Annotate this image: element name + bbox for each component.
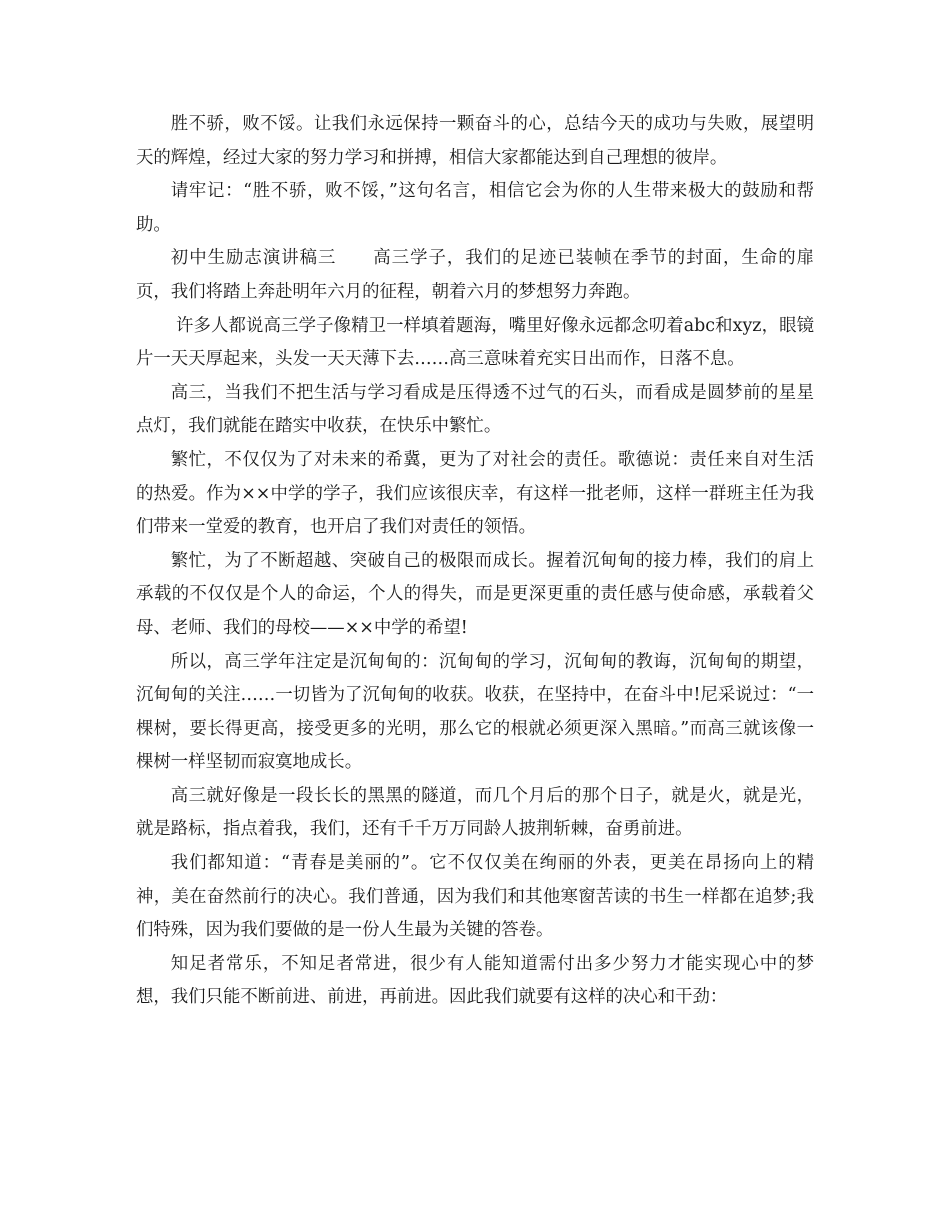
paragraph: 所以，高三学年注定是沉甸甸的：沉甸甸的学习，沉甸甸的教诲，沉甸甸的期望，沉甸甸的关注……一切皆为了沉甸甸的收获。收获，在坚持中，在奋斗中!尼采说过：“一棵树，要长得更高，接受更多的光明，那么它的根就必须更深入黑暗。”而高三就该像一棵树一样坚韧而寂寞地成长。 bbox=[136, 651, 814, 773]
paragraph: 胜不骄，败不馁。让我们永远保持一颗奋斗的心，总结今天的成功与失败，展望明天的辉煌，经过大家的努力学习和拼搏，相信大家都能达到自己理想的彼岸。 bbox=[136, 114, 814, 168]
document-page bbox=[136, 108, 814, 1015]
paragraph: 高三就好像是一段长长的黑黑的隧道，而几个月后的那个日子，就是火，就是光，就是路标，指点着我，我们，还有千千万万同龄人披荆斩棘，奋勇前进。 bbox=[136, 785, 814, 840]
paragraph: 我们都知道：“青春是美丽的”。它不仅仅美在绚丽的外表，更美在昂扬向上的精神，美在奋然前行的决心。我们普通，因为我们和其他寒窗苦读的书生一样都在追梦;我们特殊，因为我们要做的是一份人生最为关键的答卷。 bbox=[136, 853, 814, 941]
paragraph: 知足者常乐，不知足者常进，很少有人能知道需付出多少努力才能实现心中的梦想，我们只能不断前进、前进，再前进。因此我们就要有这样的决心和干劲： bbox=[136, 953, 814, 1008]
paragraph: 请牢记：“胜不骄，败不馁，”这句名言，相信它会为你的人生带来极大的鼓励和帮助。 bbox=[136, 181, 814, 235]
paragraph: 许多人都说高三学子像精卫一样填着题海，嘴里好像永远都念叨着abc和xyz，眼镜片一天天厚起来，头发一天天薄下去……高三意味着充实日出而作，日落不息。 bbox=[136, 315, 814, 370]
paragraph: 高三，当我们不把生活与学习看成是压得透不过气的石头，而看成是圆梦前的星星点灯，我们就能在踏实中收获，在快乐中繁忙。 bbox=[136, 382, 814, 437]
paragraph: 繁忙，不仅仅为了对未来的希冀，更为了对社会的责任。歌德说：责任来自对生活的热爱。作为××中学的学子，我们应该很庆幸，有这样一批老师，这样一群班主任为我们带来一堂爱的教育，也开启了我们对责任的领悟。 bbox=[136, 449, 814, 538]
paragraph: 初中生励志演讲稿三 高三学子，我们的足迹已装帧在季节的封面，生命的扉页，我们将踏上奔赴明年六月的征程，朝着六月的梦想努力奔跑。 bbox=[136, 248, 814, 302]
paragraph: 繁忙，为了不断超越、突破自己的极限而成长。握着沉甸甸的接力棒，我们的肩上承载的不仅仅是个人的命运，个人的得失，而是更深更重的责任感与使命感，承载着父母、老师、我们的母校——××中学的希望! bbox=[136, 550, 814, 638]
